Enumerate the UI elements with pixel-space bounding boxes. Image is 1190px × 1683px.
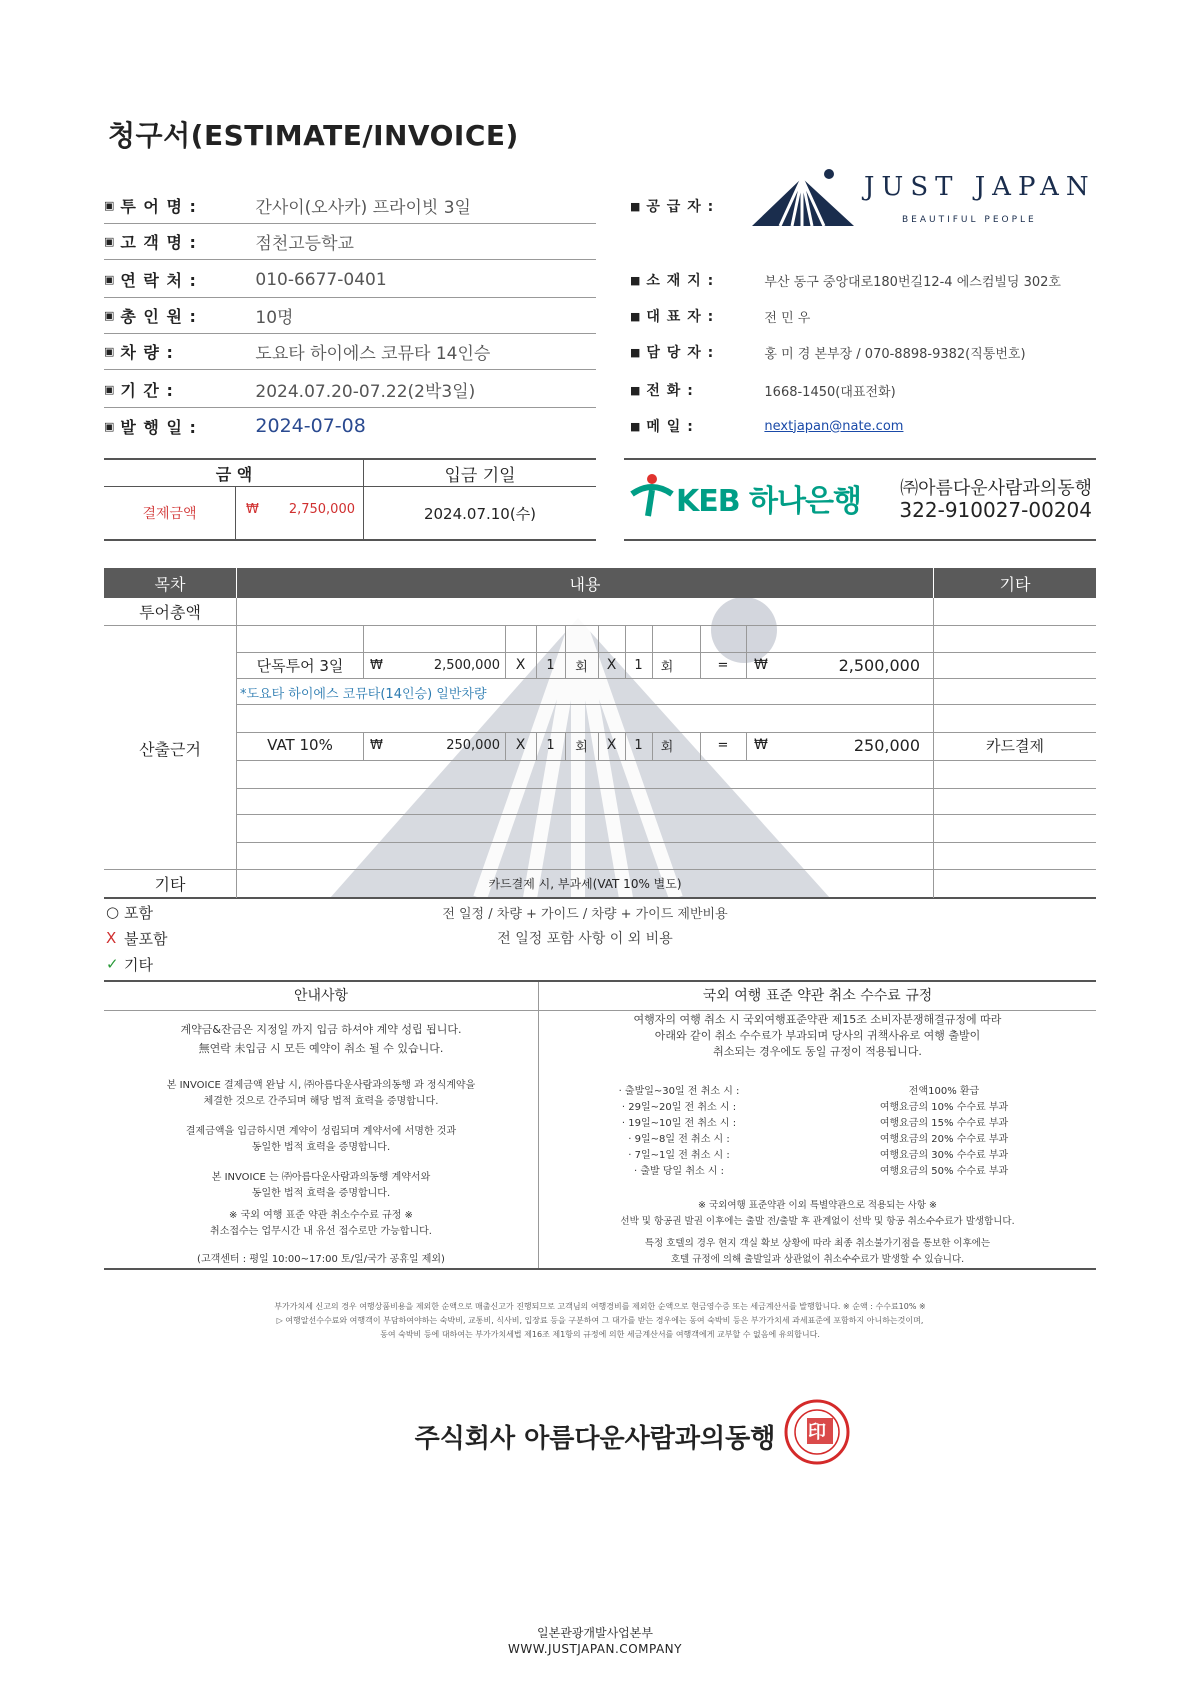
table-hline [237, 625, 1096, 626]
client-row [104, 298, 596, 334]
supplier-text: 홍 미 경 본부장 / 070-8898-9382(직통번호) [764, 346, 1026, 362]
notice-line: 특정 호텔의 경우 현지 객실 확보 상황에 따라 최종 취소불가기점을 통보한 이후에는 [644, 1238, 991, 1249]
inclusion-mark-icon: ○ [106, 903, 120, 921]
account-holder: ㈜아름다운사람과의동행 [900, 478, 1092, 499]
row-total-label: 투어총액 [139, 603, 201, 622]
table-vline [598, 625, 599, 652]
cancel-rule-row [539, 1116, 1096, 1132]
item-name: VAT 10% [267, 736, 333, 754]
item-unit: 250,000 [446, 737, 500, 753]
inclusion-mark-icon: ✓ [106, 955, 119, 973]
bank-logo-icon [628, 470, 676, 518]
table-vline [700, 625, 701, 652]
cancel-rule-row [539, 1148, 1096, 1164]
notice-line: 체결한 것으로 간주되며 해당 법적 효력을 증명합니다. [203, 1096, 439, 1107]
supplier-value [764, 381, 895, 400]
client-row [104, 372, 596, 408]
bullet-icon: ▣ [104, 309, 115, 322]
item-note: 카드결제 [986, 736, 1044, 755]
notice-line: ※ 국외여행 표준약관 이외 특별약관으로 적용되는 사항 ※ [698, 1200, 937, 1211]
client-label: 연 락 처 : [120, 271, 197, 290]
etc-text: 카드결제 시, 부과세(VAT 10% 별도) [488, 877, 682, 891]
cancel-fee: 여행요금의 50% 수수료 부과 [879, 1166, 1009, 1177]
table-hline [104, 897, 1096, 899]
cancel-fee: 여행요금의 15% 수수료 부과 [879, 1118, 1009, 1129]
notice-line: 본 INVOICE 결제금액 완납 시, ㈜아름다운사람과의동행 과 정식계약을 [166, 1080, 476, 1091]
notice-line: 호텔 규정에 의해 출발일과 상관없이 취소수수료가 발생할 수 있습니다. [670, 1254, 965, 1265]
company-name: 주식회사 아름다운사람과의동행 [414, 1424, 776, 1454]
item-x2: X [606, 737, 617, 753]
client-value: 간사이(오사카) 프라이빗 3일 [255, 198, 471, 218]
vehicle-note: *도요타 하이에스 코뮤타(14인승) 일반차량 [240, 686, 487, 702]
bullet-icon: ■ [630, 309, 641, 323]
cancel-when: · 9일~8일 전 취소 시 : [628, 1134, 730, 1145]
payment-amount: 2,750,000 [288, 502, 355, 517]
notice-left-body [104, 1020, 538, 1268]
item-name: 단독투어 3일 [256, 656, 344, 675]
cancel-when: · 출발 당일 취소 시 : [633, 1166, 725, 1177]
table-vline [363, 652, 364, 678]
supplier-row [630, 334, 1090, 370]
footer-note-line: 부가가치세 신고의 경우 여행상품비용을 제외한 순액으로 매출신고가 진행되므로 고객님의 여행경비를 제외한 순액으로 현금영수증 또는 세금계산서를 발행합니다. ※ 순액 : 수수료10% ※ [274, 1302, 926, 1311]
table-vline [536, 625, 537, 652]
supplier-value [764, 307, 810, 326]
bullet-icon: ■ [630, 273, 641, 287]
inclusion-text: 전 일정 포함 사항 이 외 비용 [497, 931, 673, 947]
item-cur2: ₩ [754, 657, 768, 673]
currency-symbol: ₩ [246, 502, 259, 517]
supplier-text: 전 민 우 [764, 310, 811, 326]
table-vline [565, 625, 566, 652]
bullet-icon: ■ [630, 419, 641, 433]
email-link[interactable]: nextjapan@nate.com [764, 418, 904, 434]
deposit-date: 2024.07.10(수) [423, 504, 537, 523]
inclusion-text: 전 일정 / 차량 + 가이드 / 차량 + 가이드 제반비용 [442, 906, 728, 922]
bullet-icon: ▣ [104, 199, 115, 212]
inclusion-text [237, 952, 933, 976]
table-vline [746, 732, 747, 760]
supplier-label: 대 표 자 : [646, 309, 715, 325]
bullet-icon: ▣ [104, 235, 115, 248]
logo-name: JUST JAPAN [864, 172, 1096, 202]
item-cur2: ₩ [754, 737, 768, 753]
supplier-row [630, 262, 1090, 298]
supplier-row [630, 298, 1090, 334]
notice-line: 선박 및 항공권 발권 이후에는 출발 전/출발 후 관계없이 선박 및 항공 취소수수료가 발생합니다. [620, 1216, 1015, 1227]
table-hline [237, 842, 1096, 843]
client-value: 2024.07.20-07.22(2박3일) [255, 382, 476, 402]
client-label: 차 량 : [120, 343, 174, 362]
notice-line: 결제금액을 입금하시면 계약이 성립되며 계약서에 서명한 것과 [185, 1126, 457, 1137]
table-hline [237, 704, 1096, 705]
client-value: 10명 [255, 308, 294, 328]
cancel-when: · 19일~10일 전 취소 시 : [621, 1118, 737, 1129]
client-label: 기 간 : [120, 381, 174, 400]
item-cur: ₩ [370, 657, 383, 673]
cancel-fee: 여행요금의 10% 수수료 부과 [879, 1102, 1009, 1113]
item-u1: 회 [575, 739, 588, 755]
notice-red-line: 여행자의 여행 취소 시 국외여행표준약관 제15조 소비자분쟁해결규정에 따라 [633, 1013, 1002, 1026]
item-eq: = [717, 737, 729, 753]
notice-red-line: 無연락 未입금 시 모든 예약이 취소 될 수 있습니다. [198, 1042, 444, 1055]
table-vline [505, 625, 506, 652]
item-q2: 1 [634, 657, 643, 673]
notice-line: ※ 국외 여행 표준 약관 취소수수료 규정 ※ [229, 1210, 413, 1221]
notice-right-body [539, 1012, 1096, 1268]
notice-line: 동일한 법적 효력을 증명합니다. [251, 1142, 391, 1153]
client-row [104, 188, 596, 224]
bullet-icon: ■ [630, 199, 641, 213]
header-etc: 기타 [934, 568, 1096, 598]
notice-line: 취소접수는 업무시간 내 유선 접수로만 가능합니다. [210, 1226, 432, 1237]
table-hline [237, 814, 1096, 815]
supplier-text: 부산 동구 중앙대로180번길12-4 에스컴빌딩 302호 [764, 274, 1061, 290]
notice-left-title: 안내사항 [293, 988, 349, 1004]
header-index: 목차 [104, 568, 236, 598]
client-label: 투 어 명 : [120, 197, 197, 216]
footer-note-line: ▷ 여행알선수수료와 여행객이 부담하여야하는 숙박비, 교통비, 식사비, 입장료 등을 구분하여 그 대가를 받는 경우에는 동여 숙박비 등은 부가가치세 과세표준에 포함하지 아니하는것이며, [276, 1316, 924, 1325]
notice-line: 본 INVOICE 는 ㈜아름다운사람과의동행 계약서와 [211, 1172, 431, 1183]
client-row [104, 334, 596, 370]
seal-text: 印 [808, 1422, 826, 1443]
row-basis-label: 산출근거 [139, 739, 201, 759]
item-x2: X [606, 657, 617, 673]
cancel-fee: 여행요금의 30% 수수료 부과 [879, 1150, 1009, 1161]
supplier-value [764, 419, 903, 434]
client-row [104, 408, 596, 444]
item-eq: = [717, 657, 729, 673]
bullet-icon: ■ [630, 383, 641, 397]
client-row [104, 262, 596, 298]
cancel-when: · 7일~1일 전 취소 시 : [628, 1150, 730, 1161]
table-vline [652, 625, 653, 652]
inclusion-label: 포함 [124, 903, 153, 922]
table-hline [237, 760, 1096, 761]
bullet-icon: ▣ [104, 383, 115, 396]
company-url[interactable]: WWW.JUSTJAPAN.COMPANY [508, 1642, 682, 1656]
mountain-logo-icon [750, 166, 856, 228]
item-u1: 회 [575, 659, 588, 675]
deposit-header: 입금 기일 [444, 465, 516, 486]
item-total: 250,000 [853, 735, 920, 755]
client-value: 도요타 하이에스 코뮤타 14인승 [255, 344, 491, 364]
inclusion-label: 불포함 [124, 929, 168, 948]
supplier-text: 1668-1450(대표전화) [764, 384, 896, 400]
supplier-label: 소 재 지 : [646, 273, 715, 289]
payment-label: 결제금액 [142, 506, 197, 522]
item-total: 2,500,000 [838, 655, 920, 675]
client-value: 2024-07-08 [255, 415, 366, 437]
table-vline [363, 732, 364, 760]
footer-note-line: 동여 숙박비 등에 대하여는 부가가치세법 제16조 제1항의 규정에 의한 세금계산서를 여행객에게 교부할 수 없음에 유의합니다. [380, 1330, 820, 1339]
dept-name: 일본관광개발사업본부 [537, 1626, 653, 1640]
cancel-fee: 여행요금의 20% 수수료 부과 [879, 1134, 1009, 1145]
cancel-rule-row [539, 1132, 1096, 1148]
supplier-label: 전 화 : [646, 383, 694, 399]
client-label: 발 행 일 : [120, 417, 197, 437]
client-label: 총 인 원 : [120, 307, 197, 326]
account-number: 322-910027-00204 [899, 498, 1092, 522]
item-q2: 1 [634, 737, 643, 753]
client-row [104, 224, 596, 260]
bullet-icon: ■ [630, 345, 641, 359]
bank-name: KEB 하나은행 [676, 484, 861, 519]
supplier-label: 메 일 : [646, 419, 694, 435]
inclusion-label: 기타 [124, 955, 153, 974]
client-value: 010-6677-0401 [255, 269, 387, 290]
bullet-icon: ▣ [104, 419, 115, 433]
footer-notes [104, 1300, 1096, 1342]
supplier-row [630, 408, 1090, 444]
item-q1: 1 [546, 737, 555, 753]
supplier-value [764, 271, 1061, 290]
logo-tagline: BEAUTIFUL PEOPLE [902, 215, 1037, 225]
bullet-icon: ▣ [104, 273, 115, 286]
table-hline [237, 678, 1096, 679]
notice-red-line: 취소되는 경우에도 동일 규정이 적용됩니다. [713, 1045, 922, 1058]
table-vline [625, 625, 626, 652]
notice-line: 동일한 법적 효력을 증명합니다. [251, 1188, 391, 1199]
item-u2: 회 [660, 659, 674, 675]
item-x1: X [515, 657, 526, 673]
bullet-icon: ▣ [104, 345, 115, 358]
table-vline [746, 625, 747, 652]
amount-header: 금 액 [215, 464, 253, 484]
table-vline [746, 652, 747, 678]
item-unit: 2,500,000 [433, 657, 500, 673]
row-etc-label: 기타 [154, 875, 186, 894]
cancel-rule-row [539, 1084, 1096, 1100]
notice-line: (고객센터 : 평일 10:00~17:00 토/일/국가 공휴일 제외) [197, 1254, 445, 1265]
cancel-fee: 전액100% 환급 [908, 1086, 980, 1097]
item-u2: 회 [660, 739, 674, 755]
cancel-when: · 출발일~30일 전 취소 시 : [618, 1086, 740, 1097]
cancel-rule-row [539, 1164, 1096, 1180]
supplier-row [630, 372, 1090, 408]
header-content: 내용 [237, 568, 933, 598]
notice-red-line: 아래와 같이 취소 수수료가 부과되며 당사의 귀책사유로 여행 출발이 [654, 1029, 981, 1042]
item-cur: ₩ [370, 737, 383, 753]
item-x1: X [515, 737, 526, 753]
item-q1: 1 [546, 657, 555, 673]
notice-red-line: 계약금&잔금은 지정일 까지 입금 하셔야 계약 성립 됩니다. [180, 1023, 462, 1036]
supplier-label: 공 급 자 : [646, 199, 715, 215]
table-hline [237, 788, 1096, 789]
client-label: 고 객 명 : [120, 233, 197, 252]
client-value: 점천고등학교 [255, 234, 354, 254]
notice-right-title: 국외 여행 표준 약관 취소 수수료 규정 [702, 988, 933, 1004]
cancel-rule-row [539, 1100, 1096, 1116]
table-vline [363, 625, 364, 652]
inclusion-mark-icon: X [106, 929, 117, 947]
page-title: 청구서(ESTIMATE/INVOICE) [108, 119, 519, 152]
cancel-when: · 29일~20일 전 취소 시 : [621, 1102, 737, 1113]
supplier-label: 담 당 자 : [646, 345, 715, 361]
supplier-value [764, 343, 1025, 362]
item-note [934, 652, 1096, 678]
